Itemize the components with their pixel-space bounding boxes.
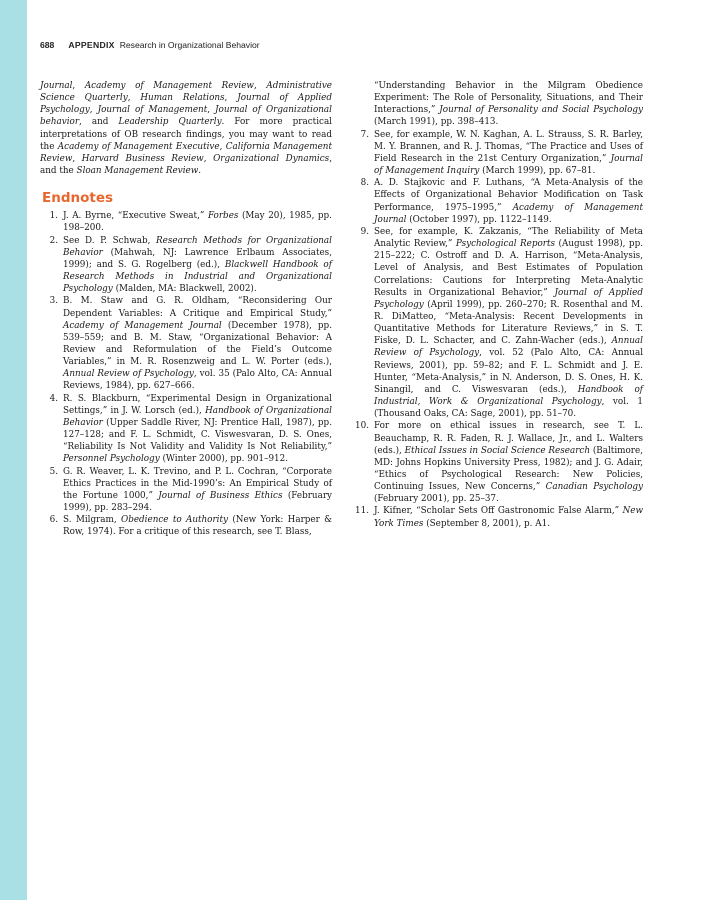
endnote-item	[351, 129, 643, 178]
endnote-number: 6.	[49, 515, 58, 526]
italic-title: Blackwell Handbook of Research Methods in Industrial and Organizational Psychology	[63, 259, 332, 295]
text-run: ,	[253, 81, 267, 91]
text-run: (Winter 2000), pp. 901–912.	[159, 454, 289, 465]
text-run: (Upper Saddle River, NJ: Prentice Hall, 1987), pp. 127–128; and F. L. Schmidt, C. Viswesvaran, D. S. Ones, “Reliability Is Not Validity and Validity Is Not Reliability,”	[63, 417, 332, 453]
italic-title: California Management Review	[40, 141, 333, 164]
italic-title: Academy of Management Journal	[374, 202, 643, 225]
section-subtitle: Research in Organizational Behavior	[119, 40, 260, 50]
italic-title: Academy of Management Journal	[63, 320, 222, 331]
italic-title: Annual Review of Psychology	[63, 369, 194, 380]
text-run: , vol. 1 (Thousand Oaks, CA: Sage, 2001), pp. 51–70.	[374, 397, 643, 420]
endnote-item	[40, 466, 332, 515]
italic-title: Canadian Psychology	[545, 482, 643, 493]
italic-title: Obedience to Authority	[121, 515, 229, 526]
text-run: .	[198, 166, 202, 177]
endnote-number: 4.	[49, 393, 58, 404]
text-run: See, for example, W. N. Kaghan, A. L. Strauss, S. R. Barley, M. Y. Brannen, and R. J. Thomas, “The Practice and Uses of Field Research in the 21st Century Organization,”	[374, 129, 643, 164]
text-run: See, for example, K. Zakzanis, “The Reliability of Meta Analytic Review,”	[374, 226, 643, 250]
italic-title: Journal of Applied Psychology	[374, 287, 643, 310]
text-run: , vol. 35 (Palo Alto, CA: Annual Reviews, 1984), pp. 627–666.	[63, 369, 332, 392]
italic-title: Journal	[40, 81, 73, 91]
text-run: (February 1999), pp. 283–294.	[63, 490, 332, 513]
italic-title: Journal of Personality and Social Psychology	[439, 105, 643, 116]
text-run: ,	[224, 93, 238, 104]
text-run: R. S. Blackburn, “Experimental Design in Organizational Settings,” in J. W. Lorsch (ed.),	[63, 393, 332, 416]
endnotes-list-right	[351, 80, 643, 530]
section-label: APPENDIX	[68, 40, 115, 50]
endnote-number: 10.	[355, 421, 369, 432]
endnote-item	[40, 514, 332, 538]
text-run: (December 1978), pp. 539–559; and B. M. Staw, “Organizational Behavior: A Review and Reformulation of the Field’s Outcome Variables,” in M. R. Rosenzweig and L. W. Porter (eds.),	[63, 320, 332, 368]
text-run: S. Milgram,	[63, 515, 121, 526]
italic-title: Research Methods for Organizational Behavior	[63, 235, 332, 258]
italic-title: Academy of Management Executive	[57, 141, 220, 152]
text-run: (Mahwah, NJ: Lawrence Erlbaum Associates, 1999); and S. G. Rogelberg (ed.),	[63, 247, 332, 270]
text-run: G. R. Weaver, L. K. Trevino, and P. L. Cochran, “Corporate Ethics Practices in the Mid-1990’s: An Empirical Study of the Fortune 1000,”	[63, 466, 332, 501]
text-run: , and the	[40, 153, 332, 177]
text-run: ,	[127, 93, 141, 104]
endnote-item	[40, 393, 332, 466]
text-run: See D. P. Schwab,	[63, 235, 157, 246]
right-column	[351, 80, 643, 530]
italic-title: Personnel Psychology	[63, 454, 160, 465]
text-run: , vol. 52 (Palo Alto, CA: Annual Reviews, 2001), pp. 59–82; and F. L. Schmidt and J. E. Hunter, “Meta-Analysis,” in N. Anderson, D. S. Ones, H. K. Sinangil, and C. Viswesvaran (eds.),	[374, 348, 644, 395]
page-number: 688	[40, 40, 55, 50]
italic-title: Psychological Reports	[455, 239, 556, 250]
endnote-item	[351, 177, 643, 226]
endnote-item	[351, 226, 643, 421]
italic-title: Administrative Science Quarterly	[40, 81, 333, 104]
endnote-number: 1.	[49, 211, 58, 222]
text-run: ,	[72, 81, 85, 91]
italic-title: Journal of Applied Psychology	[40, 93, 333, 116]
text-run: (New York: Harper & Row, 1974). For a critique of this research, see T. Blass,	[63, 515, 332, 538]
intro-paragraph	[40, 80, 332, 177]
text-run: A. D. Stajkovic and F. Luthans, “A Meta-Analysis of the Effects of Organizational Behavior Modification on Task Performance, 1975–1995,”	[374, 178, 643, 213]
endnote-item	[40, 235, 332, 296]
text-run: ,	[219, 141, 226, 152]
italic-title: Human Relations	[140, 93, 225, 104]
endnote-number: 8.	[360, 178, 369, 189]
text-run: (March 1999), pp. 67–81.	[479, 166, 596, 177]
text-run: (April 1999), pp. 260–270; R. Rosenthal and M. R. DiMatteo, “Meta-Analysis: Recent Developments in Quantitative Methods for Literature Reviews,” in S. T. Fiske, D. L. Schacter, and C. Zahn-Wacher (eds.),	[374, 299, 643, 347]
italic-title: Journal of Organizational behavior	[40, 105, 332, 128]
text-run: B. M. Staw and G. R. Oldham, “Reconsidering Our Dependent Variables: A Critique and Empirical Study,”	[63, 296, 332, 319]
italic-title: Forbes	[207, 211, 239, 222]
running-header	[40, 40, 260, 54]
text-run: (February 2001), pp. 25–37.	[374, 494, 499, 505]
italic-title: Academy of Management Review	[84, 81, 254, 91]
italic-title: Harvard Business Review	[81, 153, 204, 164]
endnote-item	[40, 210, 332, 234]
italic-title: Handbook of Industrial, Work & Organizational Psychology	[374, 384, 643, 408]
endnotes-list-left	[40, 210, 332, 538]
text-run: For more on ethical issues in research, see T. L. Beauchamp, R. R. Faden, R. J. Wallace, Jr., and L. Walters (eds.),	[374, 421, 643, 456]
endnote-number: 9.	[360, 226, 369, 237]
endnote-number: 7.	[360, 129, 369, 140]
side-color-band	[0, 0, 27, 900]
text-run: , and	[79, 117, 119, 128]
italic-title: Sloan Management Review	[76, 166, 199, 177]
text-run: J. A. Byrne, “Executive Sweat,”	[63, 211, 208, 222]
italic-title: New York Times	[374, 506, 643, 529]
text-run: ,	[203, 153, 214, 164]
italic-title: Handbook of Organizational Behavior	[63, 405, 332, 428]
endnote-number: 5.	[49, 466, 58, 477]
text-run: . For more practical interpretations of OB research findings, you may want to read the	[40, 117, 332, 152]
text-run: ,	[72, 153, 82, 164]
italic-title: Leadership Quarterly	[118, 117, 222, 128]
text-run: ,	[89, 105, 98, 116]
italic-title: Annual Review of Psychology	[374, 336, 643, 359]
italic-title: Journal of Management	[97, 105, 208, 116]
left-column	[40, 80, 332, 538]
text-run: J. Kifner, “Scholar Sets Off Gastronomic False Alarm,”	[374, 506, 623, 517]
italic-title: Organizational Dynamics	[213, 153, 330, 164]
endnote-item	[351, 505, 643, 529]
text-run: (August 1998), pp. 215–222; C. Ostroff and D. A. Harrison, “Meta-Analysis, Level of Analysis, and Best Estimates of Population Correlations: Cautions for Interpreting Meta-Analytic Results in Organizational Behavior,”	[374, 239, 643, 298]
endnote-item	[351, 80, 643, 129]
italic-title: Journal of Business Ethics	[158, 490, 283, 501]
endnote-item	[40, 295, 332, 392]
text-run: (March 1991), pp. 398–413.	[374, 117, 499, 128]
endnote-item	[351, 420, 643, 505]
endnote-number: 2.	[49, 235, 58, 246]
text-run: (Malden, MA: Blackwell, 2002).	[112, 284, 257, 295]
text-run: ,	[207, 105, 216, 116]
text-run: (Baltimore, MD: Johns Hopkins University Press, 1982); and J. G. Adair, “Ethics of Psychological Research: New Policies, Continuing Issues, New Concerns,”	[374, 445, 644, 493]
text-run: (September 8, 2001), p. A1.	[423, 518, 551, 529]
endnote-number: 3.	[49, 296, 58, 307]
italic-title: Journal of Management Inquiry	[374, 153, 643, 177]
endnote-number: 11.	[355, 506, 369, 517]
text-run: (May 20), 1985, pp. 198–200.	[63, 211, 332, 234]
text-run: “Understanding Behavior in the Milgram Obedience Experiment: The Role of Personality, Situations, and Their Interactions,”	[374, 81, 643, 116]
endnotes-heading: Endnotes	[42, 190, 114, 207]
italic-title: Ethical Issues in Social Science Research	[404, 445, 591, 456]
text-run: (October 1997), pp. 1122–1149.	[406, 214, 552, 225]
